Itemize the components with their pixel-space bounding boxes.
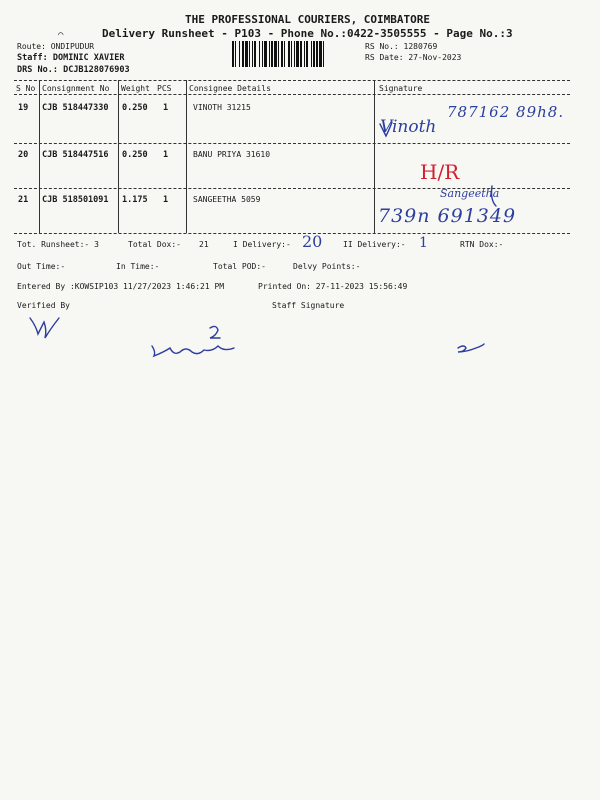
staff-signature	[152, 346, 234, 356]
row-consignment: CJB 518447330	[42, 103, 109, 113]
stray-mark: ⌒	[58, 30, 64, 40]
staff-signature-label: Staff Signature	[272, 301, 345, 310]
col-header-weight: Weight	[121, 84, 150, 93]
row-sno: 21	[18, 195, 29, 205]
row-consignee: SANGEETHA 5059	[193, 195, 261, 204]
delvy-points: Delvy Points:-	[293, 262, 361, 271]
row-consignment: CJB 518447516	[42, 150, 109, 160]
runsheet-line: Delivery Runsheet - P103 - Phone No.:0422-3505555 - Page No.:3	[102, 27, 513, 40]
drs-value: DCJB128076903	[63, 65, 130, 75]
company-title: THE PROFESSIONAL COURIERS, COIMBATORE	[185, 13, 431, 26]
row-pcs: 1	[163, 150, 169, 160]
staff-signature-stroke	[458, 344, 484, 352]
i-delivery-label: I Delivery:-	[233, 240, 291, 249]
row-sno: 20	[18, 150, 29, 160]
row-consignment: CJB 518501091	[42, 195, 109, 205]
total-dox-value: 21	[199, 240, 209, 249]
col-header-consignment: Consignment No	[42, 84, 110, 93]
handwritten-phone: 739n 691349	[378, 205, 517, 227]
row-consignee: VINOTH 31215	[193, 103, 251, 112]
route-row: Route: ONDIPUDUR	[17, 42, 95, 51]
row-sno: 19	[18, 103, 29, 113]
rs-date-value: 27-Nov-2023	[408, 53, 462, 62]
verifier-signature	[30, 318, 59, 338]
handwritten-signature: Sangeetha	[440, 187, 500, 200]
col-header-consignee: Consignee Details	[189, 84, 271, 93]
i-delivery-handwritten: 20	[302, 232, 323, 251]
ii-delivery-label: II Delivery:-	[343, 240, 406, 249]
ii-delivery-handwritten: 1	[419, 235, 428, 251]
handwritten-signature: Vinoth	[380, 117, 437, 137]
row-consignee: BANU PRIYA 31610	[193, 150, 271, 159]
staff-value: DOMINIC XAVIER	[52, 53, 125, 63]
entered-by: Entered By :KOWSIP103 11/27/2023 1:46:21 PM	[17, 282, 225, 291]
rs-no-value: 1280769	[403, 42, 438, 51]
route-value: ONDIPUDUR	[50, 42, 95, 51]
row-pcs: 1	[163, 195, 169, 205]
printed-on: Printed On: 27-11-2023 15:56:49	[258, 282, 408, 291]
drs-row: DRS No.: DCJB128076903	[17, 65, 130, 75]
tot-runsheet: Tot. Runsheet:- 3	[17, 240, 99, 249]
rs-no-row: RS No.: 1280769	[365, 42, 438, 51]
handwritten-hr-mark: H/R	[420, 160, 460, 184]
total-pod: Total POD:-	[213, 262, 266, 271]
verified-by-label: Verified By	[17, 301, 70, 310]
row-signature-check	[380, 122, 392, 136]
in-time: In Time:-	[116, 262, 160, 271]
row-pcs: 1	[163, 103, 169, 113]
total-dox-label: Total Dox:-	[128, 240, 181, 249]
col-header-sno: S No	[16, 84, 36, 93]
staff-signature-mark	[210, 326, 220, 338]
rtn-dox: RTN Dox:-	[460, 240, 504, 249]
col-header-signature: Signature	[379, 84, 423, 93]
row-weight: 0.250	[122, 150, 148, 160]
col-header-pcs: PCS	[157, 84, 172, 93]
row-weight: 1.175	[122, 195, 148, 205]
row-signature-stroke	[492, 186, 497, 206]
handwritten-phone: 787162 89h8.	[447, 103, 565, 121]
out-time: Out Time:-	[17, 262, 66, 271]
staff-row: Staff: DOMINIC XAVIER	[17, 53, 125, 63]
row-weight: 0.250	[122, 103, 148, 113]
rs-date-row: RS Date: 27-Nov-2023	[365, 53, 462, 62]
